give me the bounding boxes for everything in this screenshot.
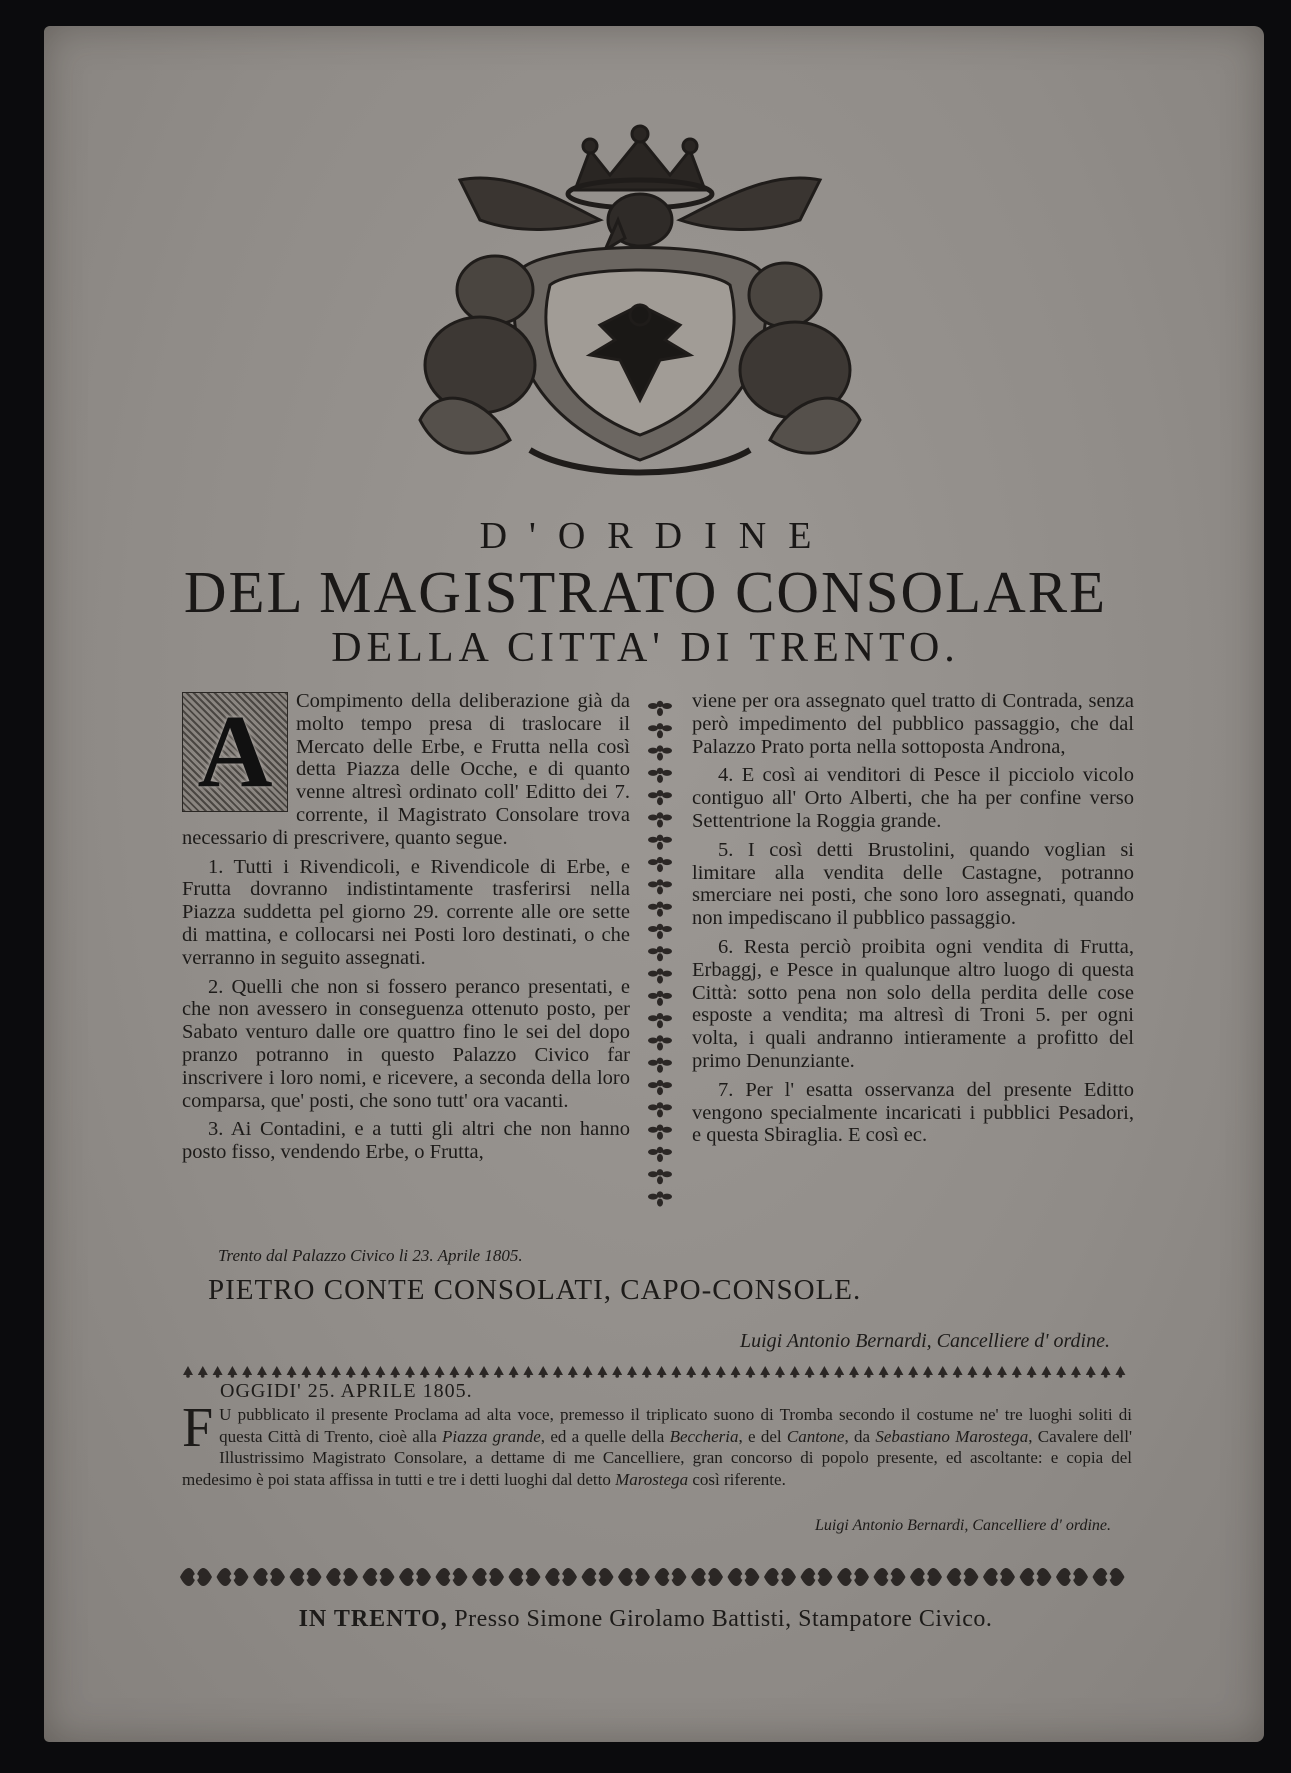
signer-name: PIETRO CONTE CONSOLATI, CAPO-CONSOLE. <box>208 1274 862 1306</box>
article-5: 5. I così detti Brustolini, quando voglian si limitare alla vendita delle Castagne, potranno smerciare nei posti, che sono loro assegnati, quando non impediscano il pubblico passaggio. <box>692 838 1134 930</box>
place-cantone: Cantone <box>786 1426 845 1446</box>
article-3: 3. Ai Contadini, e a tutti gli altri che non hanno posto fisso, vendendo Erbe, o Frutta, <box>182 1118 630 1164</box>
imprint-printer: Presso Simone Girolamo Battisti, Stampatore Civico. <box>447 1606 993 1632</box>
article-7: 7. Per l' esatta osservanza del presente Editto vengono specialmente incaricati i pubblici Pesadori, e questa Sbiraglia. E così ec. <box>692 1078 1134 1147</box>
announcement-date: OGGIDI' 25. APRILE 1805. <box>220 1380 473 1402</box>
article-3-continued: viene per ora assegnato quel tratto di Contrada, senza però impedimento del pubblico passaggio, che dal Palazzo Prato porta nella sottoposta Androna, <box>692 690 1134 758</box>
coat-of-arms-emblem <box>400 120 880 500</box>
place-piazza-grande: Piazza grande <box>442 1426 541 1446</box>
ornamental-rule-1 <box>182 1360 1132 1382</box>
imprint-city: IN TRENTO, <box>298 1606 448 1632</box>
ornamental-rule-2 <box>178 1560 1134 1594</box>
dateline: Trento dal Palazzo Civico li 23. Aprile 1805. <box>218 1246 523 1265</box>
announcement-paragraph: F U pubblicato il presente Proclama ad alta voce, premesso il triplicato suono di Tromba secondo il costume ne' tre luoghi soliti di questa Città di Trento, cioè alla Piazza grande, ed a quelle della Beccheria, e del Cantone, da Sebastiano Marostega, Cavalere dell' Illustrissimo Magistrato Consolare, a dettame di me Cancelliere, gran concorso di popolo presente, ed ascoltante: e copia del medesimo è poi stata affissa in tutti e tre i detti luoghi dal detto Marostega così riferente. <box>182 1397 1133 1489</box>
announcement-first-letter: F <box>182 1397 214 1459</box>
chancellor-signature: Luigi Antonio Bernardi, Cancelliere d' ordine. <box>740 1330 1110 1352</box>
right-column <box>692 690 1134 1153</box>
ornamental-column-divider <box>632 696 688 1214</box>
header-line-2: DEL MAGISTRATO CONSOLARE <box>183 559 1108 625</box>
article-6: 6. Resta perciò proibita ogni vendita di Frutta, Erbaggj, e Pesce in qualunque altro luogo di questa Città: sotto pena non solo della perdita delle cose esposte a vendita; ma altresì di Troni 5. per ogni volta, i quali andranno intieramente a profitto del primo Denunziante. <box>692 935 1134 1072</box>
drop-cap-ornament <box>182 692 288 812</box>
intro-text: Compimento della deliberazione già da molto tempo presa di traslocare il Mercato delle Erbe, e Frutta nella così detta Piazza delle Ocche, e di quanto venne altresì ordinato coll' Editto dei 7. corrente, il Magistrato Consolare trova necessario di prescrivere, quanto segue. <box>182 690 630 849</box>
printer-imprint <box>0 1606 1291 1633</box>
header-line-1: D'ORDINE <box>479 515 834 557</box>
crier-name: Sebastiano Marostega <box>875 1426 1029 1446</box>
left-column <box>182 690 630 1170</box>
crier-short-name: Marostega <box>615 1469 689 1489</box>
article-4: 4. E così ai venditori di Pesce il picciolo vicolo contiguo all' Orto Alberti, che ha per confine verso Settentrione la Roggia grande. <box>692 764 1134 832</box>
place-beccheria: Beccheria <box>669 1426 739 1446</box>
announcement-chancellor: Luigi Antonio Bernardi, Cancelliere d' ordine. <box>815 1517 1111 1534</box>
article-2: 2. Quelli che non si fossero peranco presentati, e che non avessero in conseguenza ottenuto posto, per Sabato venturo dalle ore quattro fino le sei del dopo pranzo potranno in questo Palazzo Civico far inscrivere i loro nomi, e ricevere, a seconda della loro comparsa, que' posti, che sono tutt' ora vacanti. <box>182 975 630 1112</box>
header-line-3: DELLA CITTA' DI TRENTO. <box>331 625 960 671</box>
intro-paragraph <box>182 690 630 850</box>
drop-cap-letter: A <box>197 693 273 809</box>
article-1: 1. Tutti i Rivendicoli, e Rivendicole di Erbe, e Frutta dovranno indistintamente trasferirsi nella Piazza suddetta pel giorno 29. corrente alle ore sette di mattina, e collocarsi nei Posti loro destinati, o che verranno in seguito assegnati. <box>182 855 630 969</box>
